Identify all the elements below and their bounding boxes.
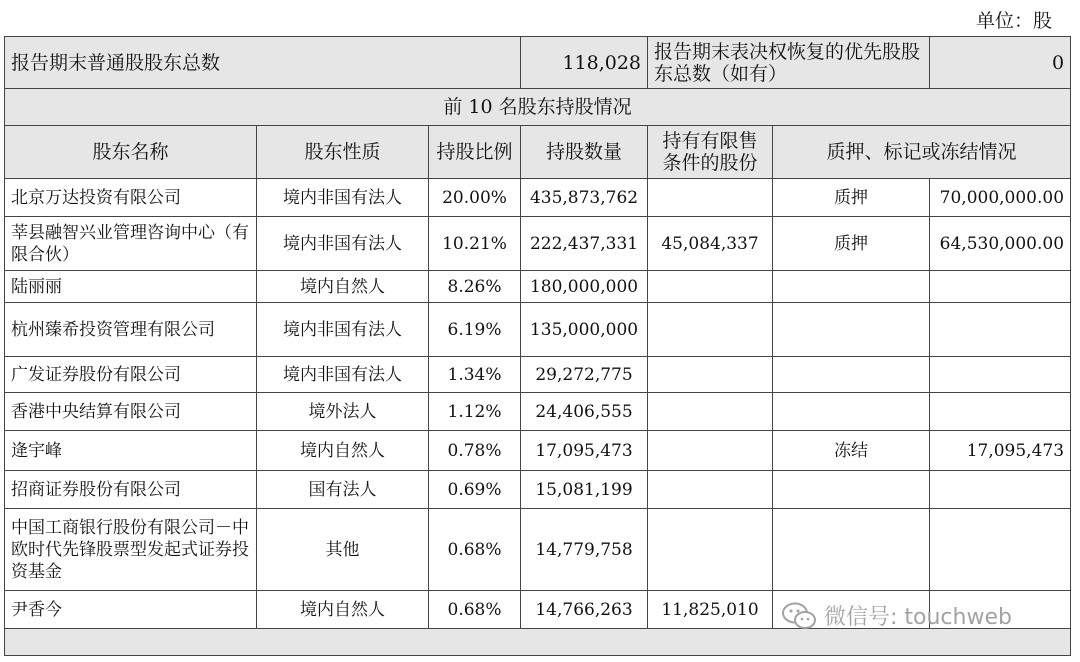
holding-ratio: 10.21%	[429, 217, 521, 271]
restricted-shares	[648, 179, 773, 217]
table-row	[5, 471, 1071, 509]
holding-quantity: 180,000,000	[521, 271, 648, 303]
common-holders-label: 报告期末普通股股东总数	[5, 37, 521, 89]
preferred-holders-value: 0	[930, 37, 1071, 89]
shareholder-nature: 境外法人	[257, 393, 429, 431]
holding-ratio: 8.26%	[429, 271, 521, 303]
pledge-quantity: 70,000,000.00	[930, 179, 1071, 217]
pledge-quantity	[930, 393, 1071, 431]
table-row	[5, 303, 1071, 357]
header-nature: 股东性质	[257, 126, 429, 179]
restricted-shares: 11,825,010	[648, 591, 773, 629]
rows-body	[5, 179, 1071, 629]
restricted-shares	[648, 303, 773, 357]
holding-ratio: 1.12%	[429, 393, 521, 431]
shareholder-name: 北京万达投资有限公司	[5, 179, 257, 217]
shareholder-nature: 境内自然人	[257, 271, 429, 303]
pledge-status	[773, 303, 930, 357]
holding-ratio: 1.34%	[429, 357, 521, 393]
shareholder-nature: 境内自然人	[257, 591, 429, 629]
header-pledge: 质押、标记或冻结情况	[773, 126, 1071, 179]
pledge-quantity	[930, 509, 1071, 591]
section-title-row	[5, 89, 1071, 126]
table-tail-row	[5, 629, 1071, 656]
pledge-status	[773, 509, 930, 591]
restricted-shares	[648, 271, 773, 303]
pledge-status: 质押	[773, 179, 930, 217]
table-row	[5, 393, 1071, 431]
table-row	[5, 271, 1071, 303]
shareholder-nature: 境内非国有法人	[257, 179, 429, 217]
holding-ratio: 0.69%	[429, 471, 521, 509]
table-row	[5, 217, 1071, 271]
holding-quantity: 15,081,199	[521, 471, 648, 509]
restricted-shares	[648, 509, 773, 591]
shareholder-name: 香港中央结算有限公司	[5, 393, 257, 431]
holding-quantity: 222,437,331	[521, 217, 648, 271]
shareholder-nature: 其他	[257, 509, 429, 591]
holding-quantity: 14,779,758	[521, 509, 648, 591]
table-row	[5, 509, 1071, 591]
shareholder-name: 尹香今	[5, 591, 257, 629]
pledge-quantity: 64,530,000.00	[930, 217, 1071, 271]
holding-quantity: 17,095,473	[521, 431, 648, 471]
pledge-quantity	[930, 303, 1071, 357]
holding-quantity: 24,406,555	[521, 393, 648, 431]
pledge-quantity	[930, 271, 1071, 303]
pledge-quantity	[930, 471, 1071, 509]
holding-quantity: 435,873,762	[521, 179, 648, 217]
restricted-shares	[648, 471, 773, 509]
pledge-status: 质押	[773, 217, 930, 271]
unit-label: 单位：股	[975, 10, 1052, 32]
pledge-status	[773, 357, 930, 393]
restricted-shares: 45,084,337	[648, 217, 773, 271]
holding-quantity: 29,272,775	[521, 357, 648, 393]
table-row	[5, 179, 1071, 217]
pledge-status	[773, 471, 930, 509]
holding-quantity: 135,000,000	[521, 303, 648, 357]
preferred-holders-label: 报告期末表决权恢复的优先股股东总数（如有）	[648, 37, 930, 89]
shareholder-name: 广发证券股份有限公司	[5, 357, 257, 393]
holding-ratio: 0.78%	[429, 431, 521, 471]
holding-ratio: 20.00%	[429, 179, 521, 217]
header-quantity: 持股数量	[521, 126, 648, 179]
header-ratio: 持股比例	[429, 126, 521, 179]
wechat-icon	[782, 602, 816, 630]
common-holders-value: 118,028	[521, 37, 648, 89]
header-restricted: 持有有限售条件的股份	[648, 126, 773, 179]
holding-ratio: 0.68%	[429, 509, 521, 591]
section-title: 前 10 名股东持股情况	[5, 89, 1071, 126]
header-row	[5, 126, 1071, 179]
restricted-shares	[648, 431, 773, 471]
header-name: 股东名称	[5, 126, 257, 179]
shareholder-name: 招商证券股份有限公司	[5, 471, 257, 509]
shareholder-name: 逄宇峰	[5, 431, 257, 471]
shareholder-nature: 境内非国有法人	[257, 303, 429, 357]
watermark-text: 微信号: touchweb	[824, 605, 1012, 630]
summary-row	[5, 37, 1071, 89]
restricted-shares	[648, 393, 773, 431]
shareholder-name: 杭州臻希投资管理有限公司	[5, 303, 257, 357]
shareholder-name: 陆丽丽	[5, 271, 257, 303]
shareholder-nature: 境内非国有法人	[257, 357, 429, 393]
shareholder-name: 莘县融智兴业管理咨询中心（有限合伙）	[5, 217, 257, 271]
holding-ratio: 6.19%	[429, 303, 521, 357]
shareholder-nature: 国有法人	[257, 471, 429, 509]
shareholder-name: 中国工商银行股份有限公司－中欧时代先锋股票型发起式证券投资基金	[5, 509, 257, 591]
shareholder-nature: 境内自然人	[257, 431, 429, 471]
holding-ratio: 0.68%	[429, 591, 521, 629]
pledge-status	[773, 393, 930, 431]
pledge-quantity: 17,095,473	[930, 431, 1071, 471]
table-row	[5, 431, 1071, 471]
restricted-shares	[648, 357, 773, 393]
shareholder-nature: 境内非国有法人	[257, 217, 429, 271]
holding-quantity: 14,766,263	[521, 591, 648, 629]
shareholder-table	[4, 36, 1071, 656]
pledge-status	[773, 271, 930, 303]
watermark	[782, 600, 1012, 631]
table-row	[5, 357, 1071, 393]
pledge-quantity	[930, 357, 1071, 393]
pledge-status: 冻结	[773, 431, 930, 471]
